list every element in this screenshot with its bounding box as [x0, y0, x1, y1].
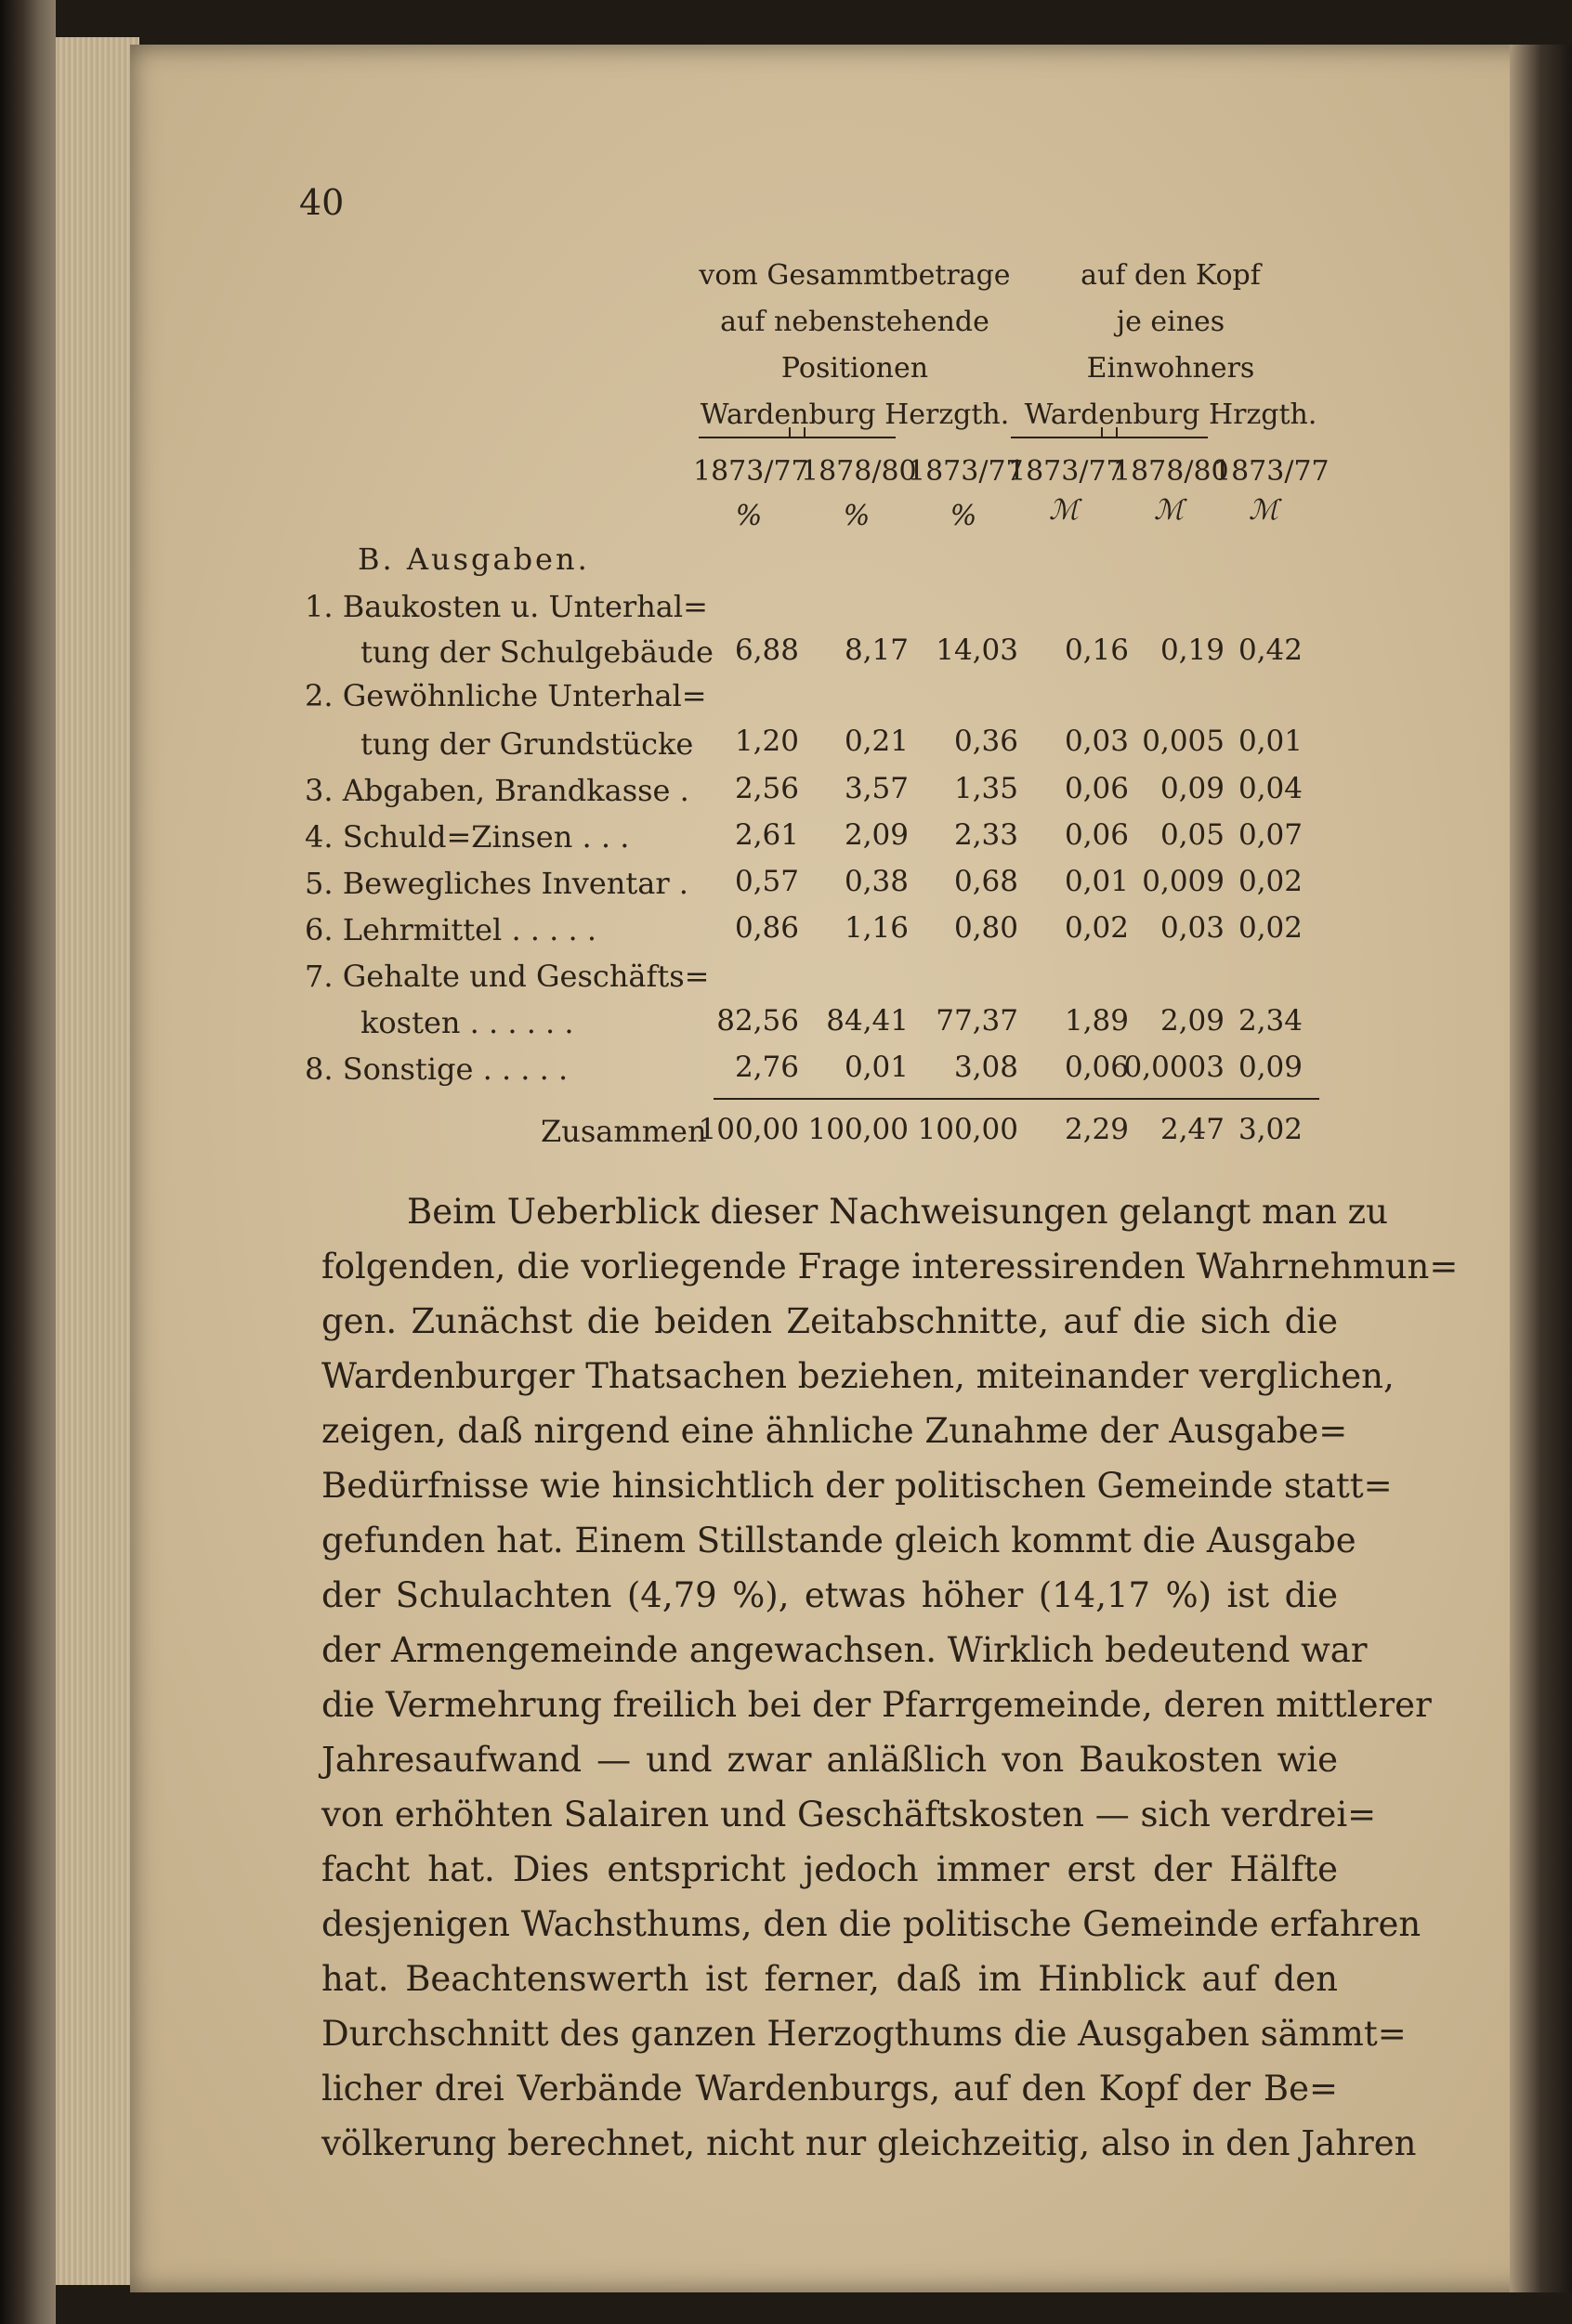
header-brace-left [699, 437, 896, 451]
body-paragraph [321, 1184, 1459, 2171]
table-cell: 0,36 [953, 725, 1018, 758]
year-header: 1873/77 [1008, 455, 1124, 488]
table-cell: 0,03 [1064, 725, 1129, 758]
table-cell: 0,06 [1064, 772, 1129, 805]
row-label: 7. Gehalte und Geschäfts= [305, 959, 710, 994]
table-cell: 0,21 [844, 725, 909, 758]
paragraph-line: von erhöhten Salairen und Geschäftskosten — sich verdrei= [321, 1795, 1377, 1834]
table-cell: 2,09 [844, 818, 909, 852]
table-cell: 0,09 [1159, 772, 1225, 805]
total-cell: 100,00 [807, 1113, 909, 1146]
paragraph-line: die Vermehrung freilich bei der Pfarrgemeinde, deren mittlerer [321, 1685, 1432, 1725]
header-left-line: Wardenburg Herzgth. [700, 398, 1010, 431]
table-cell: 0,0003 [1123, 1051, 1225, 1084]
table-cell: 0,42 [1238, 633, 1303, 667]
year-header: 1873/77 [908, 455, 1024, 488]
table-cell: 0,07 [1238, 818, 1303, 852]
table-cell: 84,41 [826, 1004, 909, 1038]
paragraph-line: der Armengemeinde angewachsen. Wirklich bedeutend war [321, 1630, 1368, 1670]
paragraph-line: desjenigen Wachsthums, den die politische Gemeinde erfahren [321, 1904, 1421, 1944]
header-left-line: vom Gesammtbetrage [699, 259, 1011, 292]
table-cell: 0,19 [1159, 633, 1225, 667]
table-cell: 82,56 [716, 1004, 799, 1038]
paragraph-line: der Schulachten (4,79 %), etwas höher (14,17 %) ist die [321, 1575, 1338, 1615]
year-header: 1878/80 [801, 455, 917, 488]
table-cell: 0,01 [844, 1051, 909, 1084]
unit-header: ℳ [1048, 494, 1080, 527]
section-title: B. Ausgaben. [358, 542, 590, 577]
unit-header: % [950, 500, 977, 532]
paragraph-line: hat. Beachtenswerth ist ferner, daß im Hinblick auf den [321, 1959, 1338, 1999]
page-stack-edge [56, 37, 139, 2285]
row-label: 1. Baukosten u. Unterhal= [305, 589, 708, 624]
header-left-group [688, 253, 1022, 438]
table-cell: 0,04 [1238, 772, 1303, 805]
year-header: 1873/77 [1213, 455, 1330, 488]
row-label: 2. Gewöhnliche Unterhal= [305, 678, 707, 713]
row-label: 6. Lehrmittel . . . . . [305, 912, 596, 947]
table-cell: 2,33 [953, 818, 1018, 852]
total-cell: 2,47 [1159, 1113, 1225, 1146]
table-cell: 0,16 [1064, 633, 1129, 667]
unit-header: ℳ [1153, 494, 1185, 527]
paragraph-line: Durchschnitt des ganzen Herzogthums die Ausgaben sämmt= [321, 2014, 1407, 2054]
table-cell: 2,09 [1159, 1004, 1225, 1038]
table-cell: 1,89 [1064, 1004, 1129, 1038]
table-cell: 0,05 [1159, 818, 1225, 852]
total-cell: 2,29 [1064, 1113, 1129, 1146]
table-cell: 2,61 [734, 818, 799, 852]
table-cell: 0,06 [1064, 818, 1129, 852]
paragraph-line: Wardenburger Thatsachen beziehen, miteinander verglichen, [321, 1356, 1395, 1396]
row-label: 8. Sonstige . . . . . [305, 1051, 569, 1087]
table-cell: 0,01 [1238, 725, 1303, 758]
total-cell: 3,02 [1238, 1113, 1303, 1146]
table-cell: 0,02 [1238, 865, 1303, 898]
table-cell: 0,01 [1064, 865, 1129, 898]
paragraph-line: Jahresaufwand — und zwar anläßlich von Baukosten wie [321, 1740, 1338, 1780]
header-right-group [1022, 253, 1319, 438]
unit-header: % [735, 500, 763, 532]
table-cell: 0,80 [953, 911, 1018, 945]
table-cell: 0,86 [734, 911, 799, 945]
total-label: Zusammen [541, 1114, 707, 1149]
table-cell: 3,08 [953, 1051, 1018, 1084]
table-cell: 0,06 [1064, 1051, 1129, 1084]
table-cell: 1,35 [953, 772, 1018, 805]
unit-header: % [843, 500, 871, 532]
header-left-line: auf nebenstehende [720, 306, 989, 338]
table-cell: 2,76 [734, 1051, 799, 1084]
table-cell: 0,02 [1238, 911, 1303, 945]
paragraph-line: gen. Zunächst die beiden Zeitabschnitte, auf die sich die [321, 1301, 1338, 1341]
table-cell: 1,20 [734, 725, 799, 758]
paragraph-line: völkerung berechnet, nicht nur gleichzeitig, also in den Jahren [321, 2123, 1417, 2163]
table-cell: 0,03 [1159, 911, 1225, 945]
row-label: 5. Bewegliches Inventar . [305, 866, 688, 901]
header-right-line: auf den Kopf [1081, 259, 1261, 292]
header-right-line: je eines [1116, 306, 1225, 338]
paragraph-line: folgenden, die vorliegende Frage interessirenden Wahrnehmun= [321, 1247, 1459, 1286]
total-rule [714, 1098, 1319, 1100]
table-cell: 0,57 [734, 865, 799, 898]
table-cell: 1,16 [844, 911, 909, 945]
book-spine-shadow [0, 0, 56, 2324]
header-brace-right [1011, 437, 1208, 451]
header-right-line: Wardenburg Hrzgth. [1024, 398, 1317, 431]
total-cell: 100,00 [917, 1113, 1018, 1146]
paragraph-line: Bedürfnisse wie hinsichtlich der politischen Gemeinde statt= [321, 1466, 1393, 1506]
row-label: tung der Schulgebäude [360, 634, 714, 670]
table-cell: 0,38 [844, 865, 909, 898]
table-cell: 0,005 [1142, 725, 1225, 758]
table-cell: 0,09 [1238, 1051, 1303, 1084]
header-left-line: Positionen [780, 352, 929, 385]
year-header: 1873/77 [693, 455, 809, 488]
table-cell: 8,17 [844, 633, 909, 667]
book-gutter [1510, 45, 1572, 2292]
table-cell: 77,37 [936, 1004, 1018, 1038]
row-label: 3. Abgaben, Brandkasse . [305, 773, 689, 808]
table-cell: 3,57 [844, 772, 909, 805]
table-cell: 6,88 [734, 633, 799, 667]
paragraph-line: gefunden hat. Einem Stillstande gleich kommt die Ausgabe [321, 1521, 1356, 1560]
row-label: kosten . . . . . . [360, 1005, 574, 1040]
header-right-line: Einwohners [1086, 352, 1255, 385]
year-header: 1878/80 [1113, 455, 1229, 488]
table-cell: 0,009 [1142, 865, 1225, 898]
page-number: 40 [299, 182, 345, 223]
table-cell: 2,56 [734, 772, 799, 805]
table-cell: 14,03 [936, 633, 1018, 667]
paragraph-line: licher drei Verbände Wardenburgs, auf den Kopf der Be= [321, 2069, 1338, 2109]
total-cell: 100,00 [698, 1113, 799, 1146]
paragraph-line: zeigen, daß nirgend eine ähnliche Zunahme der Ausgabe= [321, 1411, 1348, 1451]
unit-header: ℳ [1248, 494, 1279, 527]
row-label: tung der Grundstücke [360, 726, 694, 762]
row-label: 4. Schuld=Zinsen . . . [305, 819, 630, 855]
table-cell: 0,02 [1064, 911, 1129, 945]
table-cell: 0,68 [953, 865, 1018, 898]
paragraph-line: facht hat. Dies entspricht jedoch immer erst der Hälfte [321, 1849, 1338, 1889]
paragraph-line: Beim Ueberblick dieser Nachweisungen gelangt man zu [407, 1192, 1388, 1232]
table-cell: 2,34 [1238, 1004, 1303, 1038]
